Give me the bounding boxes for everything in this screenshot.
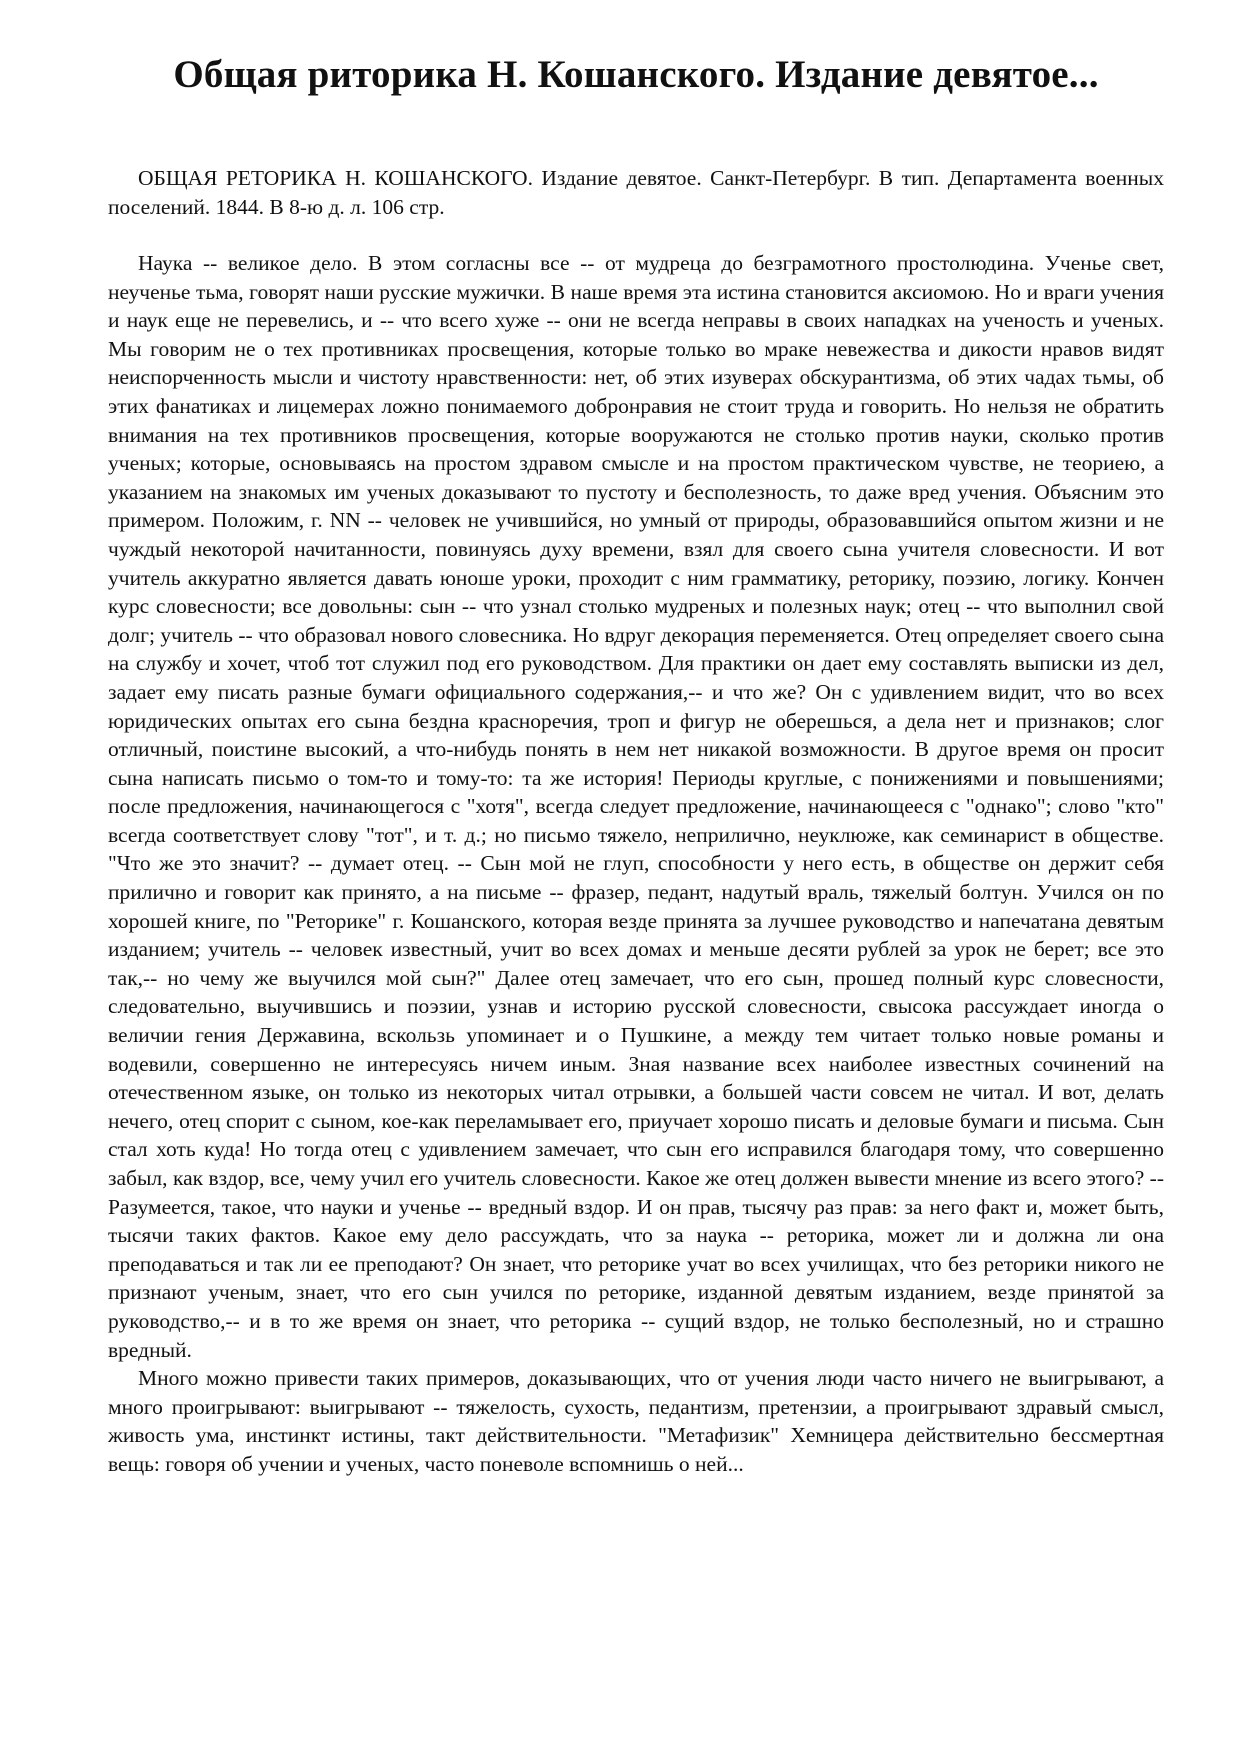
paragraph: Наука -- великое дело. В этом согласны все -- от мудреца до безграмотного простолюдина. Ученье свет, неученье тьма, говорят наши русские мужички. В наше время эта истина становится аксиомою. Но и враги учения и наук еще не перевелись, и -- что всего хуже -- они не всегда неправы в своих нападках на ученость и ученых. Мы говорим не о тех противниках просвещения, которые только во мраке невежества и дикости нравов видят неиспорченность мысли и чистоту нравственности: нет, об этих изуверах обскурантизма, об этих чадах тьмы, об этих фанатиках и лицемерах ложно понимаемого добронравия не стоит труда и говорить. Но нельзя не обратить внимания на тех противников просвещения, которые вооружаются не столько против науки, сколько против ученых; которые, основываясь на простом здравом смысле и на простом практическом чувстве, не теориею, а указанием на знакомых им ученых доказывают то пустоту и бесполезность, то даже вред учения. Объясним это примером. Положим, г. NN -- человек не учившийся, но умный от природы, образовавшийся опытом жизни и не чуждый некоторой начитанности, повинуясь духу времени, взял для своего сына учителя словесности. И вот учитель аккуратно является давать юноше уроки, проходит с ним грамматику, реторику, поэзию, логику. Кончен курс словесности; все довольны: сын -- что узнал столько мудреных и полезных наук; отец -- что выполнил свой долг; учитель -- что образовал нового словесника. Но вдруг декорация переменяется. Отец определяет своего сына на службу и хочет, чтоб тот служил под его руководством. Для практики он дает ему составлять выписки из дел, задает ему писать разные бумаги официального содержания,-- и что же? Он с удивлением видит, что во всех юридических опытах его сына бездна красноречия, троп и фигур не оберешься, а дела нет и признаков; слог отличный, поистине высокий, а что-нибудь понять в нем нет никакой возможности. В другое время он просит сына написать письмо о том-то и тому-то: та же история! Периоды круглые, с понижениями и повышениями; после предложения, начинающегося с "хотя", всегда следует предложение, начинающееся с "однако"; слово "кто" всегда соответствует слову "тот", и т. д.; но письмо тяжело, неприлично, неуклюже, как семинарист в обществе. "Что же это значит? -- думает отец. -- Сын мой не глуп, способности у него есть, в обществе он держит себя прилично и говорит как принято, а на письме -- фразер, педант, надутый враль, тяжелый болтун. Учился он по хорошей книге, по "Реторике" г. Кошанского, которая везде принята за лучшее руководство и напечатана девятым изданием; учитель -- человек известный, учит во всех домах и меньше десяти рублей за урок не берет; все это так,-- но чему же выучился мой сын?" Далее отец замечает, что его сын, прошед полный курс словесности, следовательно, выучившись и поэзии, узнав и историю русской словесности, свысока рассуждает иногда о величии гения Державина, вскользь упоминает и о Пушкине, а между тем читает только новые романы и водевили, совершенно не интересуясь ничем иным. Зная название всех наиболее известных сочинений на отечественном языке, он только из некоторых читал отрывки, а большей части совсем не читал. И вот, делать нечего, отец спорит с сыном, кое-как переламывает его, приучает хорошо писать и деловые бумаги и письма. Сын стал хоть куда! Но тогда отец с удивлением замечает, что сын его исправился благодаря тому, что совершенно забыл, как вздор, все, чему учил его учитель словесности. Какое же отец должен вывести мнение из всего этого? -- Разумеется, такое, что науки и ученье -- вредный вздор. И он прав, тысячу раз прав: за него факт и, может быть, тысячи таких фактов. Какое ему дело рассуждать, что за наука -- реторика, может ли и должна ли она преподаваться и так ли ее преподают? Он знает, что реторике учат во всех училищах, что без реторики никого не признают ученым, знает, что его сын учился по реторике, изданной девятым изданием, везде принятой за руководство,-- и в то же время он знает, что реторика -- сущий вздор, не только бесполезный, но и страшно вредный. (108, 251, 1164, 1362)
bibliography-entry: ОБЩАЯ РЕТОРИКА Н. КОШАНСКОГО. Издание девятое. Санкт-Петербург. В тип. Департамента военных поселений. 1844. В 8-ю д. л. 106 стр. (108, 166, 1164, 219)
bibliography-block (108, 164, 1164, 221)
paragraph: Много можно привести таких примеров, доказывающих, что от учения люди часто ничего не выигрывают, а много проигрывают: выигрывают -- тяжелость, сухость, педантизм, претензии, а проигрывают здравый смысл, живость ума, инстинкт истины, такт действительности. "Метафизик" Хемницера действительно бессмертная вещь: говоря об учении и ученых, часто поневоле вспомнишь о ней... (108, 1366, 1164, 1476)
document-title: Общая риторика Н. Кошанского. Издание девятое... (173, 53, 1099, 96)
article-body (108, 249, 1164, 1479)
